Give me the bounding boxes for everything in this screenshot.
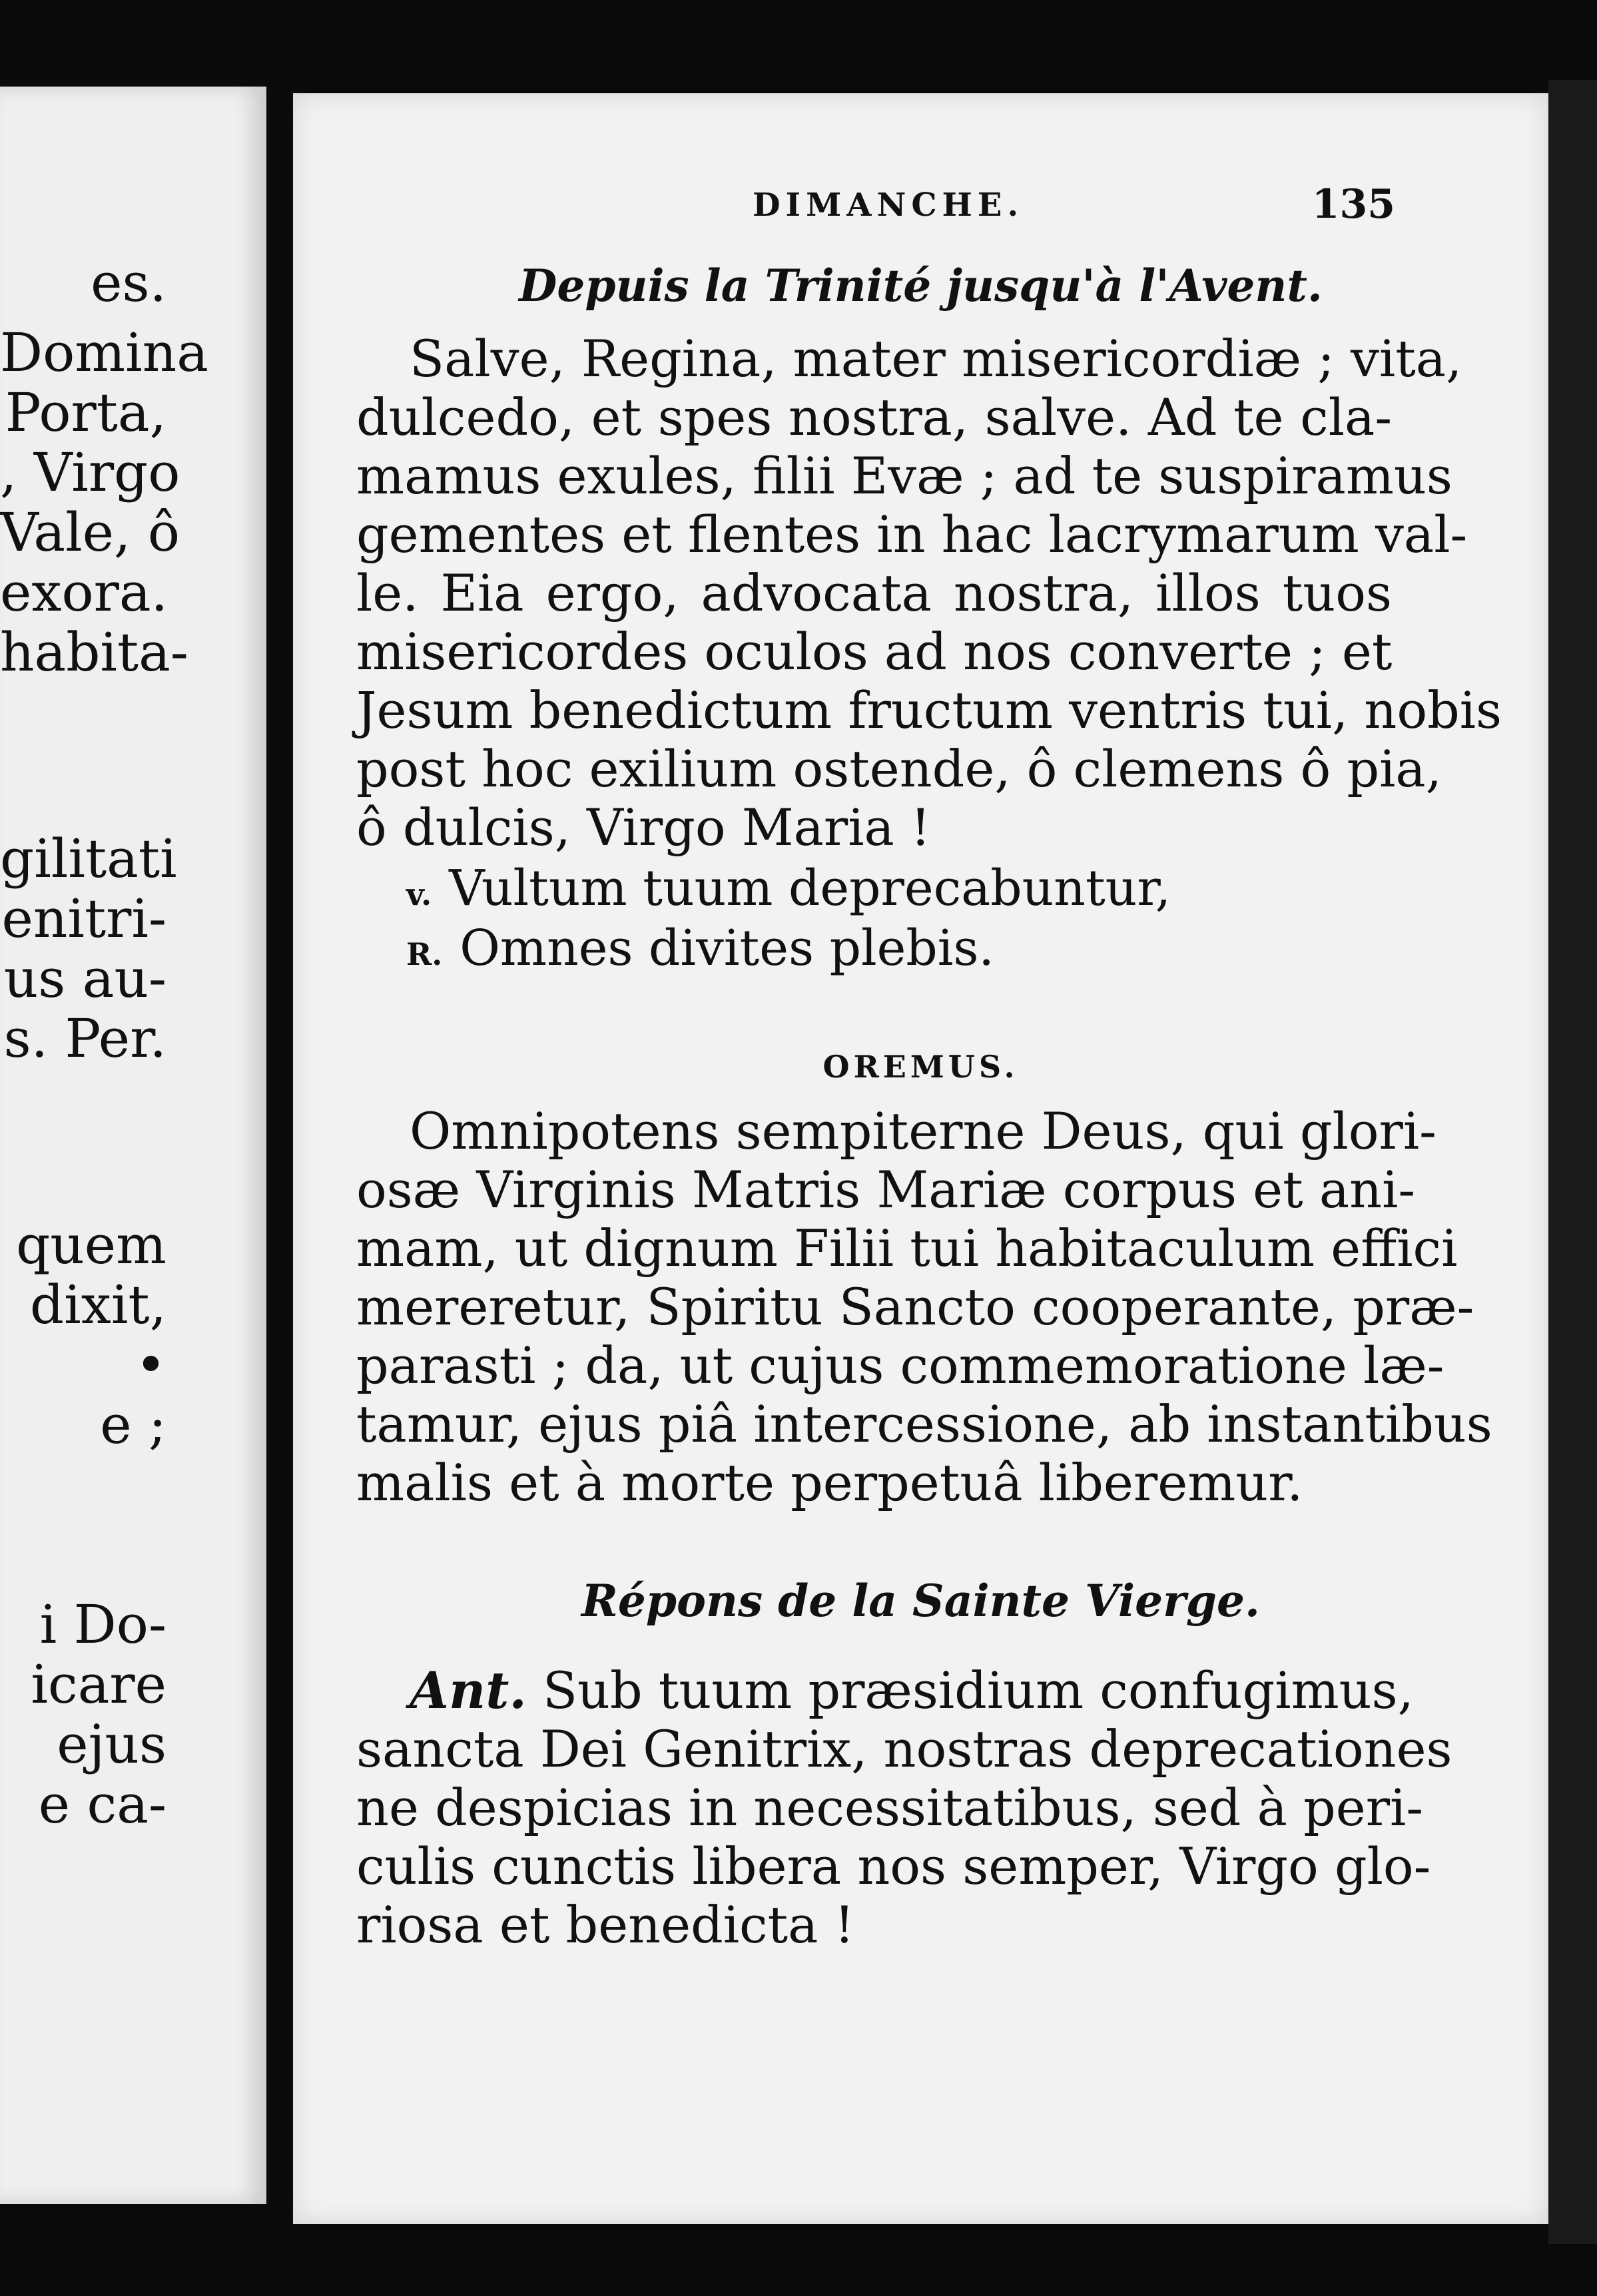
text-line: ne despicias in necessitatibus, sed à peri- bbox=[356, 1778, 1424, 1837]
text-line: gementes et flentes in hac lacrymarum val- bbox=[356, 505, 1468, 564]
running-head bbox=[293, 181, 1548, 240]
text-line: culis cunctis libera nos semper, Virgo glo- bbox=[356, 1837, 1431, 1896]
running-title: DIMANCHE. bbox=[753, 186, 1024, 224]
text-line: post hoc exilium ostende, ô clemens ô pia, bbox=[356, 739, 1442, 798]
page-edge-shadow bbox=[1548, 80, 1597, 2244]
text-line: malis et à morte perpetuâ liberemur. bbox=[356, 1453, 1303, 1512]
text-line: Jesum benedictum fructum ventris tui, nobis bbox=[356, 681, 1502, 740]
left-page-line: s. Per. bbox=[3, 1007, 166, 1069]
antiphon-text bbox=[356, 1661, 1452, 1954]
text-line: le. Eia ergo, advocata nostra, illos tuos bbox=[356, 563, 1392, 623]
response-text: Omnes divites plebis. bbox=[460, 920, 994, 977]
left-page-line: quem bbox=[16, 1214, 166, 1276]
antiphon-heading: Répons de la Sainte Vierge. bbox=[581, 1575, 1260, 1627]
left-page-line: es. bbox=[91, 252, 166, 314]
previous-page bbox=[0, 87, 266, 2204]
oremus-heading: OREMUS. bbox=[822, 1049, 1019, 1085]
left-page-line: Domina bbox=[0, 322, 208, 384]
text-line bbox=[356, 1661, 1414, 1720]
text-line: dulcedo, et spes nostra, salve. Ad te cla- bbox=[356, 388, 1392, 447]
text-line: ô dulcis, Virgo Maria ! bbox=[356, 798, 931, 857]
versicle-mark: v. bbox=[406, 876, 432, 912]
versicle bbox=[406, 859, 1171, 924]
left-page-line: habita- bbox=[0, 621, 188, 683]
text-line: misericordes oculos ad nos converte ; et bbox=[356, 622, 1393, 681]
left-page-line: , Virgo bbox=[0, 441, 180, 503]
left-page-line: ejus bbox=[57, 1713, 166, 1775]
left-page-line: icare bbox=[31, 1653, 166, 1715]
text-line: osæ Virginis Matris Mariæ corpus et ani- bbox=[356, 1160, 1416, 1219]
left-page-line: • bbox=[135, 1334, 166, 1396]
text-line: Salve, Regina, mater misericordiæ ; vita, bbox=[410, 329, 1462, 388]
text-line: Omnipotens sempiterne Deus, qui glori- bbox=[410, 1101, 1437, 1161]
section-heading: Depuis la Trinité jusqu'à l'Avent. bbox=[519, 260, 1323, 312]
prayer-text bbox=[356, 1101, 1492, 1512]
book-page bbox=[293, 93, 1548, 2224]
left-page-line: enitri- bbox=[1, 888, 166, 950]
left-page-line: gilitati bbox=[0, 828, 177, 890]
left-page-line: Vale, ô bbox=[0, 501, 180, 563]
antiphon-label: Ant. bbox=[410, 1661, 527, 1720]
left-page-line: e ca- bbox=[38, 1773, 166, 1835]
left-page-line: dixit, bbox=[29, 1274, 166, 1336]
left-page-line: exora. bbox=[0, 561, 168, 623]
left-page-line: i Do- bbox=[39, 1593, 166, 1655]
text-line: riosa et benedicta ! bbox=[356, 1895, 855, 1954]
left-page-line: us au- bbox=[3, 948, 166, 1009]
text-line: tamur, ejus piâ intercessione, ab instantibus bbox=[356, 1394, 1492, 1454]
text-line: mamus exules, filii Evæ ; ad te suspiramus bbox=[356, 446, 1452, 505]
page-number: 135 bbox=[1311, 181, 1395, 228]
text-line: mereretur, Spiritu Sancto cooperante, præ- bbox=[356, 1277, 1474, 1336]
versicle-text: Vultum tuum deprecabuntur, bbox=[449, 860, 1171, 917]
text-line: sancta Dei Genitrix, nostras deprecationes bbox=[356, 1719, 1452, 1779]
response bbox=[406, 919, 994, 984]
left-page-line: e ; bbox=[100, 1394, 166, 1456]
salve-regina-text bbox=[356, 329, 1502, 857]
text-line: mam, ut dignum Filii tui habitaculum effici bbox=[356, 1219, 1458, 1278]
text-line: parasti ; da, ut cujus commemoratione læ- bbox=[356, 1336, 1444, 1395]
response-mark: R. bbox=[406, 936, 443, 972]
antiphon-first-line: Sub tuum præsidium confugimus, bbox=[542, 1661, 1414, 1720]
left-page-line: Porta, bbox=[5, 382, 166, 443]
